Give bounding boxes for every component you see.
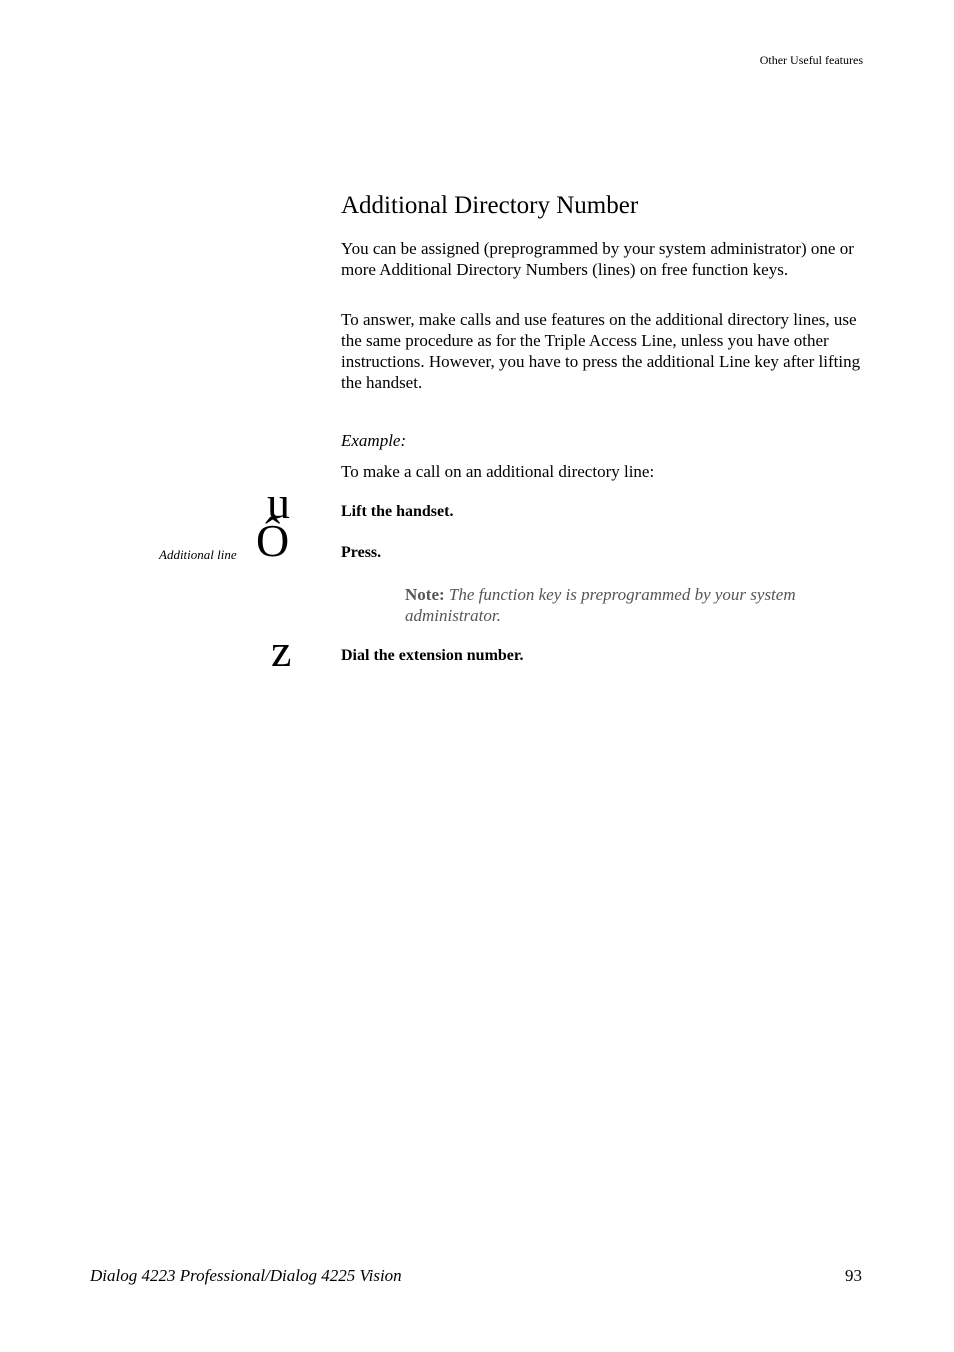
note-text: The function key is preprogrammed by your system administrator. (405, 585, 796, 625)
procedure-paragraph: To answer, make calls and use features on the additional directory lines, use the same procedure as for the Triple Access Line, unless you have other instructions. However, you have to press the additional Line key after lifting the handset. (341, 310, 861, 392)
section-title: Additional Directory Number (341, 192, 639, 219)
keypad-icon: z (271, 625, 292, 676)
example-intro: To make a call on an additional directory line: (341, 462, 655, 481)
function-key-icon: Ô (256, 515, 290, 566)
step-lift-handset: Lift the handset. (341, 503, 454, 520)
page-number: 93 (845, 1266, 862, 1285)
intro-paragraph: You can be assigned (preprogrammed by your system administrator) one or more Additional Directory Numbers (lines) on free function keys. (341, 239, 854, 279)
running-head: Other Useful features (759, 53, 863, 67)
note (405, 584, 860, 626)
handset-icon: u (267, 477, 290, 528)
footer-title: Dialog 4223 Professional/Dialog 4225 Vision (90, 1266, 402, 1285)
step-dial-extension: Dial the extension number. (341, 647, 524, 664)
note-prefix: Note: (405, 585, 445, 604)
step-press-key: Press. (341, 544, 382, 561)
example-label: Example: (341, 431, 407, 450)
additional-line-key-label: Additional line (159, 547, 237, 562)
